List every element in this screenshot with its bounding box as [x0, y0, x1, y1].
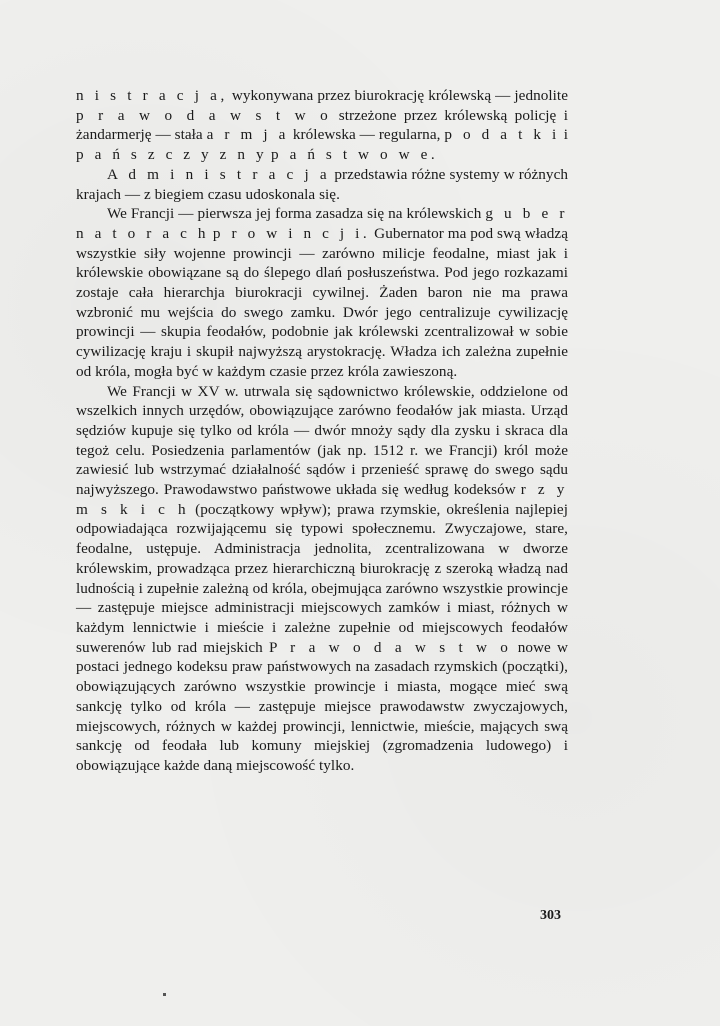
- spaced-emphasis-run: p o d a t k i: [444, 126, 560, 144]
- text-run: królewska — regularna,: [289, 126, 445, 144]
- text-run: strzeżone przez królewską policję i żandarmerję — stała: [76, 106, 568, 144]
- paragraph-4: [76, 382, 568, 776]
- text-run: (początkowy wpływ); prawa rzymskie, określenia najlepiej odpowiadająca rozwijającemu się typowi społecznemu. Zwyczajowe, stare, feodalne, ustępuje. Administracja jednolita, zcentralizowana w dworze królewskim, prowadząca przez hierarchiczną biurokrację z szeroką władzą nad ludnością i zupełnie zależną od króla, obejmująca zarówno wszystkie prowincje — zastępuje miejsce administracji miejscowych zamków i miast, różnych w każdym lennictwie i mieście i zależne zupełnie od miejscowych feodałów suwerenów lub rad miejskich: [76, 500, 568, 656]
- scan-speck: [163, 993, 166, 996]
- text-run: Gubernator ma pod swą władzą wszystkie siły wojenne prowincji — zarówno milicje feodalne, miast jak i królewskie obowiązane są do ślepego dlań posłuszeństwa. Pod jego rozkazami zostaje cała hierarchja biurokracji cywilnej. Żaden baron nie ma prawa wzbronić mu wejścia do swego zamku. Dwór jego centralizuje cywilizację prowincji — skupia feodałów, podobnie jak królewski zcentralizował w sobie cywilizację kraju i skupił najwyższą arystokrację. Władza ich zależna zupełnie od króla, mogła być w każdym czasie przez króla zawieszoną.: [76, 224, 568, 380]
- paragraph-2: [76, 165, 568, 204]
- spaced-emphasis-run: n i s t r a c j a,: [76, 87, 228, 104]
- text-run: nowe w postaci jednego kodeksu praw państwowych na zasadach rzymskich (początki), obowiązujących zarówno wszystkie prowincje i miasta, mogące mieć swą sankcję tylko od króla — zastępuje miejsce prawodawstw zwyczajowych, miejscowych, różnych w każdej prowincji, lennictwie, mieście, mających swą sankcję od feodała lub komuny miejskiej (zgromadzenia ludowego) i obowiązujące każde daną miejscowość tylko.: [76, 638, 569, 774]
- text-run: We Francji — pierwsza jej forma zasadza się na królewskich: [107, 205, 486, 223]
- text-run: wykonywana przez biurokrację królewską — jednolite: [227, 87, 568, 104]
- body-text: [76, 86, 568, 776]
- text-run: We Francji w XV w. utrwala się sądownictwo królewskie, oddzielone od wszelkich innych urzędów, obowiązujące zarówno feodałów jak miasta. Urząd sędziów kupuje się tylko od króla — dwór mnoży sądy dla zysku i skraca dla tegoż celu. Posiedzenia parlamentów (jak np. 1512 r. we Francji) król może zawiesić lub wstrzymać działalność sądów i przenieść sprawę do swego sądu najwyższego. Prawodawstwo państwowe układa się według kodeksów: [76, 382, 568, 499]
- spaced-emphasis-run: r z y m s k i c h: [76, 481, 568, 518]
- spaced-emphasis-run: P r a w o d a w s t w o: [268, 638, 512, 656]
- spaced-emphasis-run: A d m i n i s t r a c j a: [107, 165, 331, 183]
- paragraph-3: [76, 204, 568, 381]
- spaced-emphasis-run: p r a w o d a w s t w o: [76, 106, 332, 124]
- paragraph-1: [76, 86, 568, 165]
- text-run: przedstawia różne systemy w różnych krajach — z biegiem czasu udoskonala się.: [76, 165, 569, 203]
- spaced-emphasis-run: p r o w i n c j i.: [212, 224, 371, 242]
- spaced-emphasis-run: g u b e r n a t o r a c h: [76, 205, 569, 242]
- page-number: 303: [540, 908, 561, 923]
- spaced-emphasis-run: a r m j a: [206, 126, 290, 144]
- text-run: i: [559, 126, 569, 144]
- spaced-emphasis-run: p a ń s z c z y z n y: [76, 146, 268, 164]
- spaced-emphasis-run: p a ń s t w o w e.: [271, 146, 439, 164]
